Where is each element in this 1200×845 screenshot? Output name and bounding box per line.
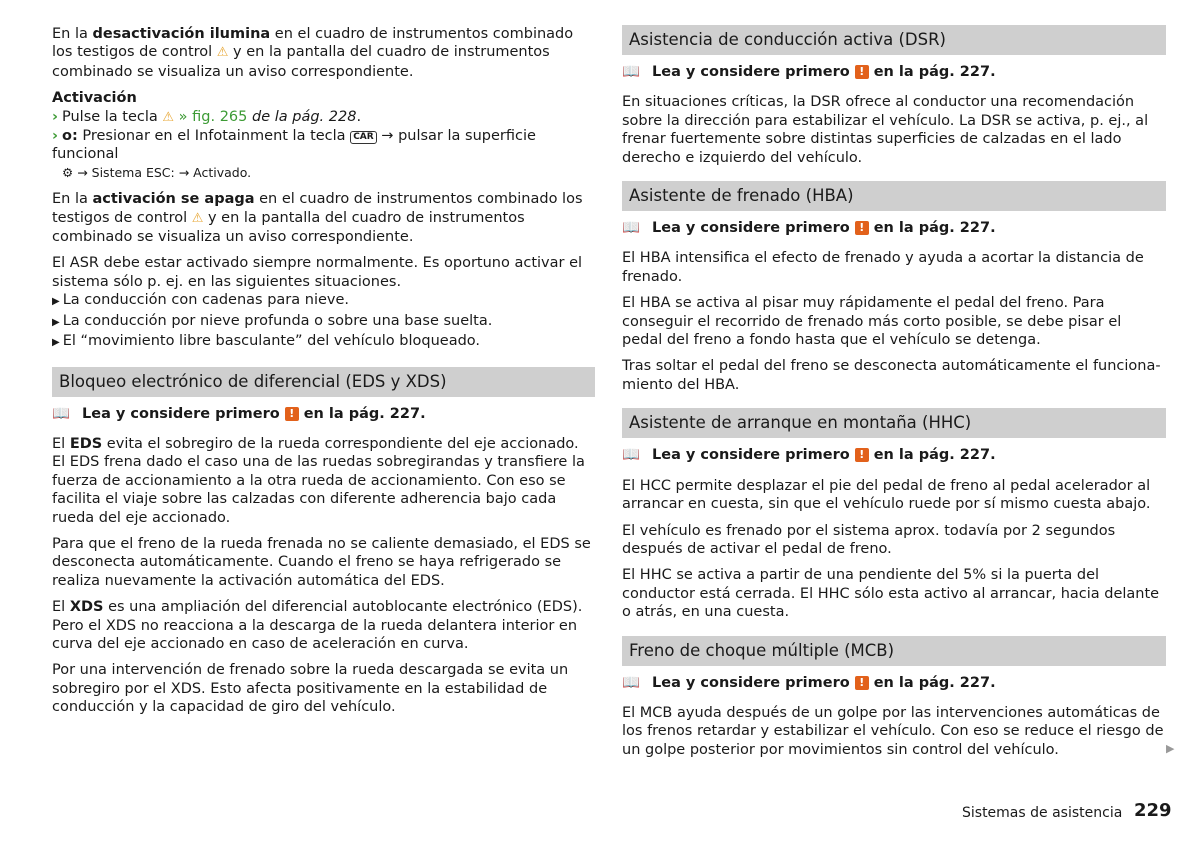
bold-text: o:: [61, 128, 78, 145]
mcb-heading: Freno de choque múltiple (MCB): [622, 636, 1166, 666]
bold-text: desactivación ilumina: [92, 26, 271, 42]
text: en la pág. 227.: [873, 674, 996, 691]
eds-paragraph-3: [52, 598, 595, 653]
bullet-icon: ▶: [52, 337, 60, 349]
esc-lamp-icon: ⚠: [191, 210, 204, 226]
warning-icon: !: [285, 407, 299, 421]
page-ref: de la pág. 228: [247, 108, 357, 125]
text: en la pág. 227.: [303, 405, 426, 422]
hhc-paragraph-2: El vehículo es frenado por el sistema aprox. todavía por 2 segundos después de activar el pedal de freno.: [622, 522, 1116, 557]
text: es una ampliación del diferencial autoblocante electrónico (EDS). Pero el XDS no reacciona a la descarga de la rueda delantera interior en curva del eje accionado en caso de aceleración en curva.: [52, 599, 583, 652]
intro-paragraph: [52, 25, 595, 81]
footer-section: Sistemas de asistencia: [962, 805, 1123, 821]
text: La conducción por nieve profunda o sobre una base suelta.: [62, 312, 493, 329]
warning-icon: !: [855, 676, 869, 690]
bold-text: XDS: [69, 599, 104, 616]
text: y en la pantalla del cuadro de instrumentos combinado se visualiza un aviso correspondiente.: [52, 44, 550, 80]
continue-arrow-icon: ▶: [1166, 742, 1175, 755]
eds-paragraph-1: [52, 435, 595, 527]
activation-step-2-path: [62, 164, 595, 182]
text: En la: [52, 191, 93, 208]
text: Lea y considere primero: [652, 220, 850, 237]
text: El: [52, 435, 70, 452]
note-line: [52, 405, 595, 423]
text: En la: [52, 26, 93, 42]
eds-paragraph-4: Por una intervención de frenado sobre la rueda descargada se evita un sobregiro por el XDS. Esto afecta positivamente en la estabilidad de conducción y la capacidad de giro del vehículo.: [52, 662, 569, 716]
text: → Sistema ESC: → Activado.: [77, 164, 252, 180]
text: en la pág. 227.: [873, 64, 996, 80]
gear-icon: ⚙: [62, 164, 74, 180]
hba-paragraph-3: Tras soltar el pedal del freno se desconecta automáticamente el funcionamiento del HBA.: [622, 358, 1161, 393]
dsr-heading: Asistencia de conducción activa (DSR): [622, 25, 1166, 55]
note-line: [622, 219, 1166, 237]
dsr-paragraph-1: En situaciones críticas, la DSR ofrece al conductor una recomendación sobre la dirección para estabilizar el vehículo. La DSR se activa, p. ej., al frenar fuertemente sobre distintas superficies de calzadas en el lado derecho e izquierdo del vehículo.: [622, 94, 1149, 166]
figure-link[interactable]: » fig. 265: [178, 108, 248, 125]
text: El: [52, 599, 70, 616]
page-number: 229: [1134, 800, 1172, 821]
activation-title: Activación: [52, 90, 137, 107]
book-icon: 📖: [622, 447, 641, 464]
hba-paragraph-2: El HBA se activa al pisar muy rápidamente el pedal del freno. Para conseguir el recorrido de frenado más corto posible, se debe pisar el pedal del freno a fondo hasta que el vehículo se detenga.: [622, 295, 1122, 349]
asr-paragraph: El ASR debe estar activado siempre normalmente. Es oportuno activar el sistema sólo p. ej. en las siguientes situaciones.: [52, 255, 583, 290]
bold-text: EDS: [69, 435, 103, 452]
bold-text: activación se apaga: [92, 191, 255, 208]
step-arrow-icon: ›: [52, 128, 58, 145]
hhc-paragraph-3: El HHC se activa a partir de una pendiente del 5% si la puerta del conductor está cerrada. El HHC sólo esta activo al arrancar, hacia delante o atrás, en una cuesta.: [622, 567, 1160, 621]
eds-paragraph-2: Para que el freno de la rueda frenada no se caliente demasiado, el EDS se desconecta automáticamente. Cuando el freno se haya refrigerado se realiza nuevamente la activación automática del EDS.: [52, 535, 591, 589]
esc-lamp-icon: ⚠: [162, 109, 175, 125]
warning-icon: !: [855, 65, 869, 79]
text: Lea y considere primero: [652, 674, 850, 691]
list-item: [52, 312, 595, 332]
book-icon: 📖: [622, 674, 641, 691]
text: en la pág. 227.: [873, 447, 996, 464]
activation-step-1: [52, 108, 595, 127]
mcb-paragraph-1: El MCB ayuda después de un golpe por las intervenciones automáticas de los frenos retardar y estabilizar el vehículo. Con eso se reduce el riesgo de un golpe posterior por movimientos sin control del vehículo.: [622, 704, 1164, 758]
text: en el cuadro de instrumentos combinado los testigos de control: [52, 26, 574, 61]
text: Presionar en el Infotainment la tecla: [77, 128, 351, 145]
hba-heading: Asistente de frenado (HBA): [622, 181, 1166, 211]
right-column: [622, 25, 1166, 767]
text: Pulse la tecla: [61, 108, 163, 125]
text: Lea y considere primero: [652, 447, 850, 464]
text: El “movimiento libre basculante” del vehículo bloqueado.: [62, 333, 481, 350]
off-paragraph: [52, 190, 595, 246]
left-column: [52, 25, 595, 725]
book-icon: 📖: [52, 405, 71, 422]
text: en el cuadro de instrumentos combinado los testigos de control: [52, 191, 583, 226]
hhc-paragraph-1: El HCC permite desplazar el pie del pedal de freno al pedal acelerador al arrancar en cuesta, sin que el vehículo ruede por sí mismo cuesta abajo.: [622, 477, 1151, 513]
bullet-icon: ▶: [52, 316, 60, 328]
text: .: [356, 108, 362, 125]
car-key-icon: CAR: [350, 131, 377, 144]
note-line: [622, 446, 1166, 464]
book-icon: 📖: [622, 64, 641, 80]
hhc-heading: Asistente de arranque en montaña (HHC): [622, 408, 1166, 438]
hba-paragraph-1: El HBA intensifica el efecto de frenado y ayuda a acortar la distancia de frenado.: [622, 250, 1144, 285]
list-item: [52, 291, 595, 311]
text: evita el sobregiro de la rueda correspondiente del eje accionado. El EDS frena dado el caso una de las ruedas sobregirandas y transfiere la fuerza de accionamiento a la otra rueda de accionamiento. Con eso se facilita el viaje sobre las calzadas con diferente adherencia bajo cada rueda del eje accionado.: [52, 435, 585, 526]
bullet-icon: ▶: [52, 296, 60, 308]
text: en la pág. 227.: [873, 220, 996, 237]
text: La conducción con cadenas para nieve.: [62, 292, 350, 309]
text: Lea y considere primero: [652, 64, 850, 80]
list-item: [52, 332, 595, 352]
activation-step-2: [52, 127, 595, 164]
text: y en la pantalla del cuadro de instrumentos combinado se visualiza un aviso correspondiente.: [52, 209, 525, 246]
esc-lamp-icon: ⚠: [216, 45, 229, 61]
step-arrow-icon: ›: [52, 108, 58, 125]
book-icon: 📖: [622, 220, 641, 237]
warning-icon: !: [855, 221, 869, 235]
text: → pulsar la superficie funcional: [52, 128, 536, 163]
eds-heading: Bloqueo electrónico de diferencial (EDS y XDS): [52, 367, 595, 397]
text: Lea y considere primero: [82, 405, 280, 422]
note-line: [622, 674, 1166, 692]
warning-icon: !: [855, 448, 869, 462]
note-line: [622, 63, 1166, 81]
